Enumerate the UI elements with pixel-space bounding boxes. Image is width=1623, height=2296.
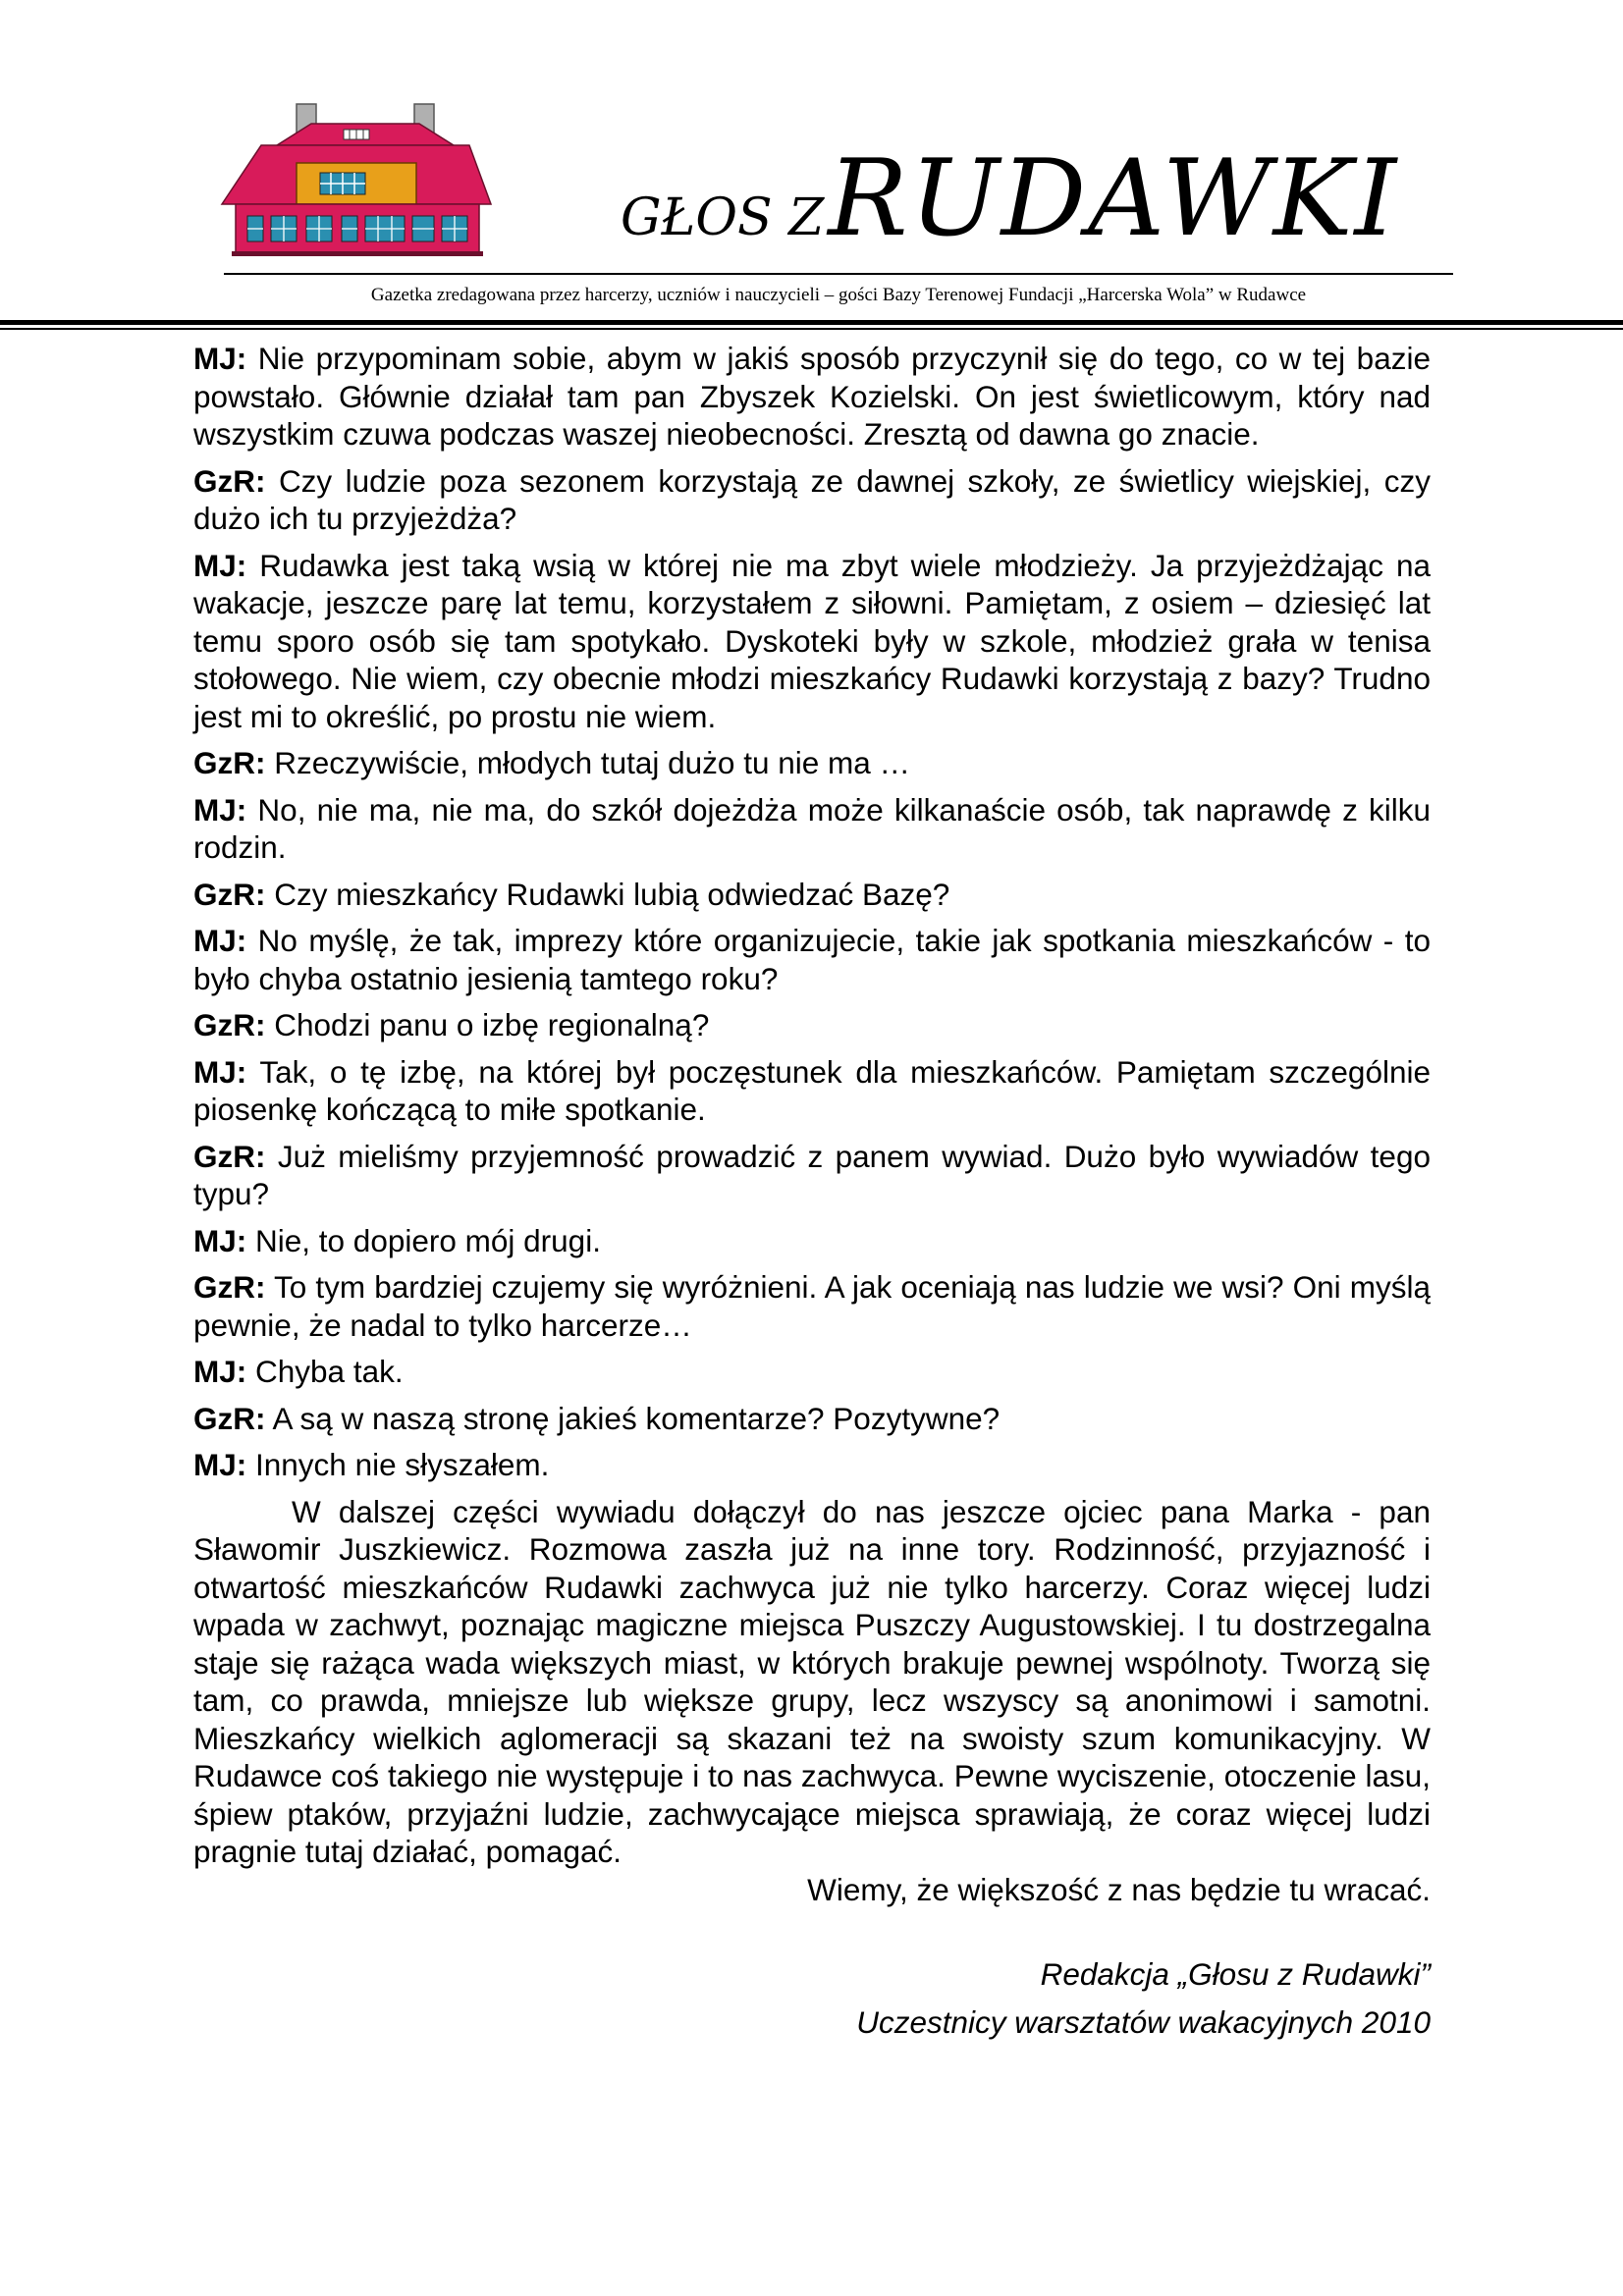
entry-text: Rudawka jest taką wsią w której nie ma zbyt wiele młodzieży. Ja przyjeżdżając na wakacje, jeszcze parę lat temu, korzystałem z siłowni. Pamiętam, z osiem – dziesięć lat temu sporo osób się tam spotykało. Dyskoteki były w szkole, młodzież grała w tenisa stołowego. Nie wiem, czy obecnie młodzi mieszkańcy Rudawki korzystają z bazy? Trudno jest mi to określić, po prostu nie wiem. [193, 547, 1431, 734]
speaker-label: GzR: [193, 1400, 266, 1436]
interview-entry [193, 1006, 1431, 1044]
entry-text: Rzeczywiście, młodych tutaj dużo tu nie ma … [274, 745, 911, 780]
entry-text: Nie, to dopiero mój drugi. [255, 1222, 601, 1258]
speaker-label: GzR: [193, 876, 266, 912]
interview-entry [193, 1222, 1431, 1260]
interview-entry [193, 1446, 1431, 1484]
masthead-title [621, 137, 1426, 260]
speaker-label: MJ: [193, 341, 247, 376]
entry-text: No, nie ma, nie ma, do szkół dojeżdża może kilkanaście osób, tak naprawdę z kilku rodzin. [193, 791, 1431, 865]
speaker-label: MJ: [193, 923, 247, 958]
entry-text: Czy ludzie poza sezonem korzystają ze dawnej szkoły, ze świetlicy wiejskiej, czy dużo ich tu przyjeżdża? [193, 462, 1431, 536]
speaker-label: GzR: [193, 462, 266, 499]
speaker-label: GzR: [193, 1138, 266, 1174]
masthead-title-small: GŁOS Z [621, 188, 825, 247]
header-tagline: Gazetka zredagowana przez harcerzy, uczniów i nauczycieli – gości Bazy Terenowej Fundacji „Harcerska Wola” w Rudawce [370, 285, 1307, 305]
interview-entry [193, 1268, 1431, 1344]
speaker-label: MJ: [193, 1447, 247, 1482]
closing-line: Wiemy, że większość z nas będzie tu wracać. [807, 1871, 1431, 1907]
speaker-label: MJ: [193, 1354, 247, 1389]
signature-line-2: Uczestnicy warsztatów wakacyjnych 2010 [856, 2003, 1431, 2040]
interview-entry [193, 1400, 1431, 1438]
entry-text: Nie przypominam sobie, abym w jakiś sposób przyczynił się do tego, co w tej bazie powstało. Głównie działał tam pan Zbyszek Kozielski. On jest świetlicowym, który nad wszystkim czuwa podczas waszej nieobecności. Zresztą od dawna go znacie. [193, 341, 1431, 452]
entry-text: No myślę, że tak, imprezy które organizujecie, takie jak spotkania mieszkańców - to było chyba ostatnio jesienią tamtego roku? [193, 923, 1431, 996]
header-divider [224, 273, 1453, 275]
narrative-paragraph: W dalszej części wywiadu dołączył do nas jeszcze ojciec pana Marka - pan Sławomir Juszkiewicz. Rozmowa zaszła już na inne tory. Rodzinność, przyjazność i otwartość mieszkańców Rudawki zachwyca już nie tylko harcerzy. Coraz więcej ludzi wpada w zachwyt, poznając magiczne miejsca Puszczy Augustowskiej. I tu dostrzegalna staje się rażąca wada większych miast, w których brakuje pewnej wspólnoty. Tworzą się tam, co prawda, mniejsze lub większe grupy, lecz wszyscy są anonimowi i samotni. Mieszkańcy wielkich aglomeracji są skazani też na swoisty szum komunikacyjny. W Rudawce coś takiego nie występuje i to nas zachwyca. Pewne wyciszenie, otoczenie lasu, śpiew ptaków, przyjaźni ludzie, zachwycające miejsca sprawiają, że coraz więcej ludzi pragnie tutaj działać, pomagać. [193, 1493, 1431, 1869]
speaker-label: MJ: [193, 1053, 247, 1090]
header-double-rule-thin [0, 328, 1623, 330]
signature-line-1: Redakcja „Głosu z Rudawki” [1040, 1956, 1431, 1992]
interview-entry [193, 547, 1431, 736]
interview-entry [193, 876, 1431, 914]
house-logo-icon [218, 102, 495, 259]
entry-text: To tym bardziej czujemy się wyróżnieni. A jak oceniają nas ludzie we wsi? Oni myślą pewnie, że nadal to tylko harcerze… [193, 1269, 1431, 1343]
header-double-rule-thick [0, 320, 1623, 325]
entry-text: Chyba tak. [255, 1354, 404, 1389]
interview-entry [193, 922, 1431, 997]
entry-text: Czy mieszkańcy Rudawki lubią odwiedzać Bazę? [274, 876, 950, 912]
speaker-label: GzR: [193, 1007, 266, 1042]
interview-entry [193, 791, 1431, 867]
interview-entry [193, 1138, 1431, 1213]
speaker-label: GzR: [193, 745, 266, 780]
speaker-label: GzR: [193, 1269, 266, 1305]
article-body [193, 340, 1431, 2041]
interview-entry [193, 1053, 1431, 1129]
entry-text: Już mieliśmy przyjemność prowadzić z panem wywiad. Dużo było wywiadów tego typu? [193, 1138, 1431, 1211]
speaker-label: MJ: [193, 1222, 247, 1258]
entry-text: A są w naszą stronę jakieś komentarze? Pozytywne? [272, 1400, 1001, 1436]
interview-entry [193, 462, 1431, 538]
masthead-title-big: RUDAWKI [828, 137, 1399, 260]
entry-text: Tak, o tę izbę, na której był poczęstunek dla mieszkańców. Pamiętam szczególnie piosenkę kończącą to miłe spotkanie. [193, 1053, 1432, 1127]
interview-entry [193, 340, 1431, 454]
interview-entry [193, 1353, 1431, 1391]
speaker-label: MJ: [193, 791, 247, 828]
interview-entry [193, 744, 1431, 782]
speaker-label: MJ: [193, 547, 247, 583]
entry-text: Chodzi panu o izbę regionalną? [274, 1007, 710, 1042]
entry-text: Innych nie słyszałem. [255, 1447, 550, 1482]
